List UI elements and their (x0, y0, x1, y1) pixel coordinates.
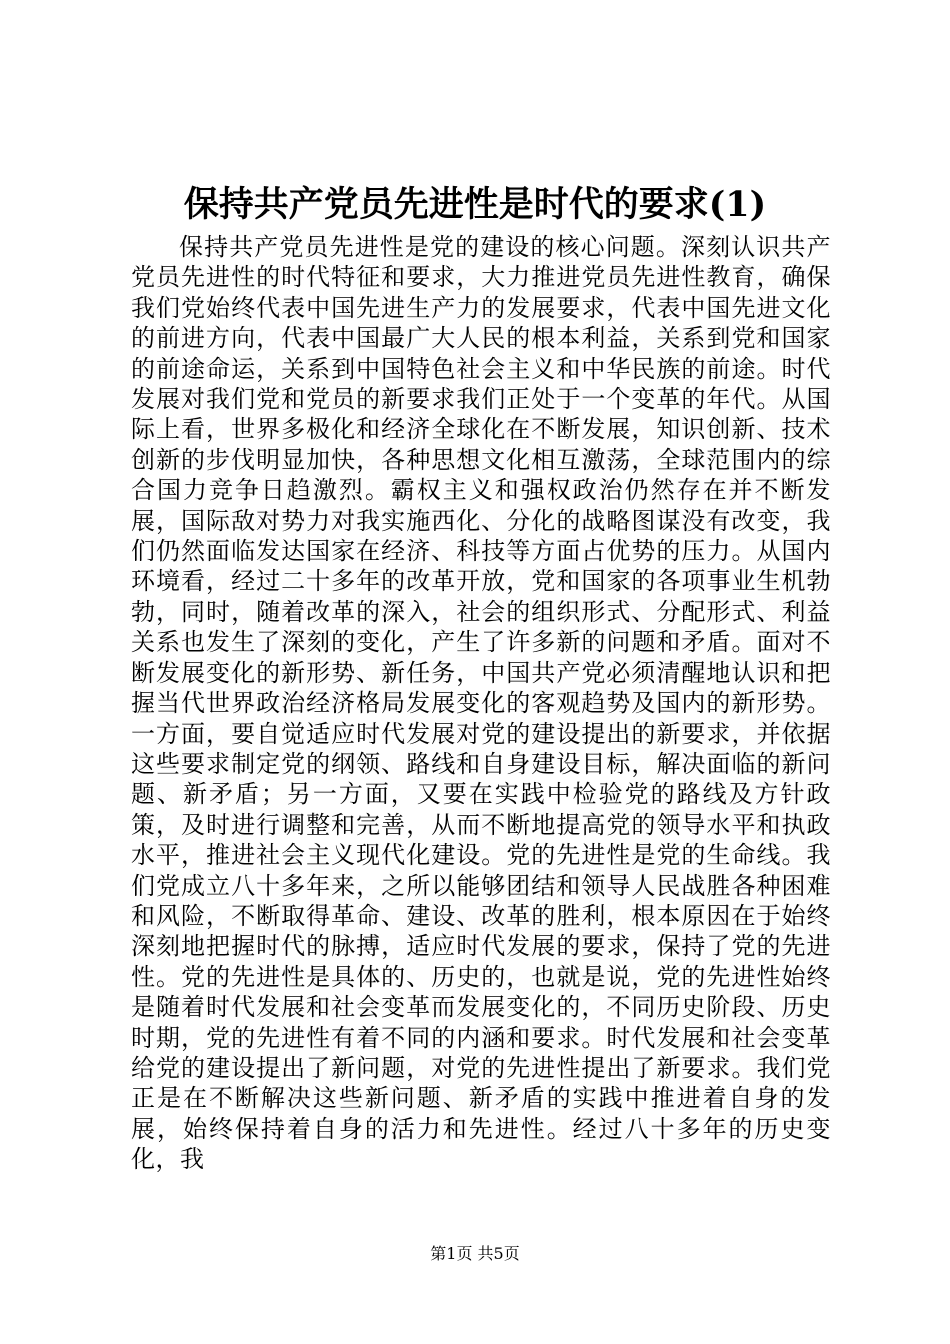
document-title: 保持共产党员先进性是时代的要求(1) (183, 184, 767, 225)
page-number-footer: 第1页 共5页 (430, 1244, 520, 1263)
document-body-paragraph: 保持共产党员先进性是党的建设的核心问题。深刻认识共产党员先进性的时代特征和要求，大力推进党员先进性教育，确保我们党始终代表中国先进生产力的发展要求，代表中国先进文化的前进方向，代表中国最广大人民的根本利益，关系到党和国家的前途命运，关系到中国特色社会主义和中华民族的前途。时代发展对我们党和党员的新要求我们正处于一个变革的年代。从国际上看，世界多极化和经济全球化在不断发展，知识创新、技术创新的步伐明显加快，各种思想文化相互激荡，全球范围内的综合国力竞争日趋激烈。霸权主义和强权政治仍然存在并不断发展，国际敌对势力对我实施西化、分化的战略图谋没有改变，我们仍然面临发达国家在经济、科技等方面占优势的压力。从国内环境看，经过二十多年的改革开放，党和国家的各项事业生机勃勃，同时，随着改革的深入，社会的组织形式、分配形式、利益关系也发生了深刻的变化，产生了许多新的问题和矛盾。面对不断发展变化的新形势、新任务，中国共产党必须清醒地认识和把握当代世界政治经济格局发展变化的客观趋势及国内的新形势。一方面，要自觉适应时代发展对党的建设提出的新要求，并依据这些要求制定党的纲领、路线和自身建设目标，解决面临的新问题、新矛盾；另一方面，又要在实践中检验党的路线及方针政策，及时进行调整和完善，从而不断地提高党的领导水平和执政水平，推进社会主义现代化建设。党的先进性是党的生命线。我们党成立八十多年来，之所以能够团结和领导人民战胜各种困难和风险，不断取得革命、建设、改革的胜利，根本原因在于始终深刻地把握时代的脉搏，适应时代发展的要求，保持了党的先进性。党的先进性是具体的、历史的，也就是说，党的先进性始终是随着时代发展和社会变革而发展变化的，不同历史阶段、历史时期，党的先进性有着不同的内涵和要求。时代发展和社会变革给党的建设提出了新问题，对党的先进性提出了新要求。我们党正是在不断解决这些新问题、新矛盾的实践中推进着自身的发展，始终保持着自身的活力和先进性。经过八十多年的历史变化，我 (131, 233, 831, 1174)
